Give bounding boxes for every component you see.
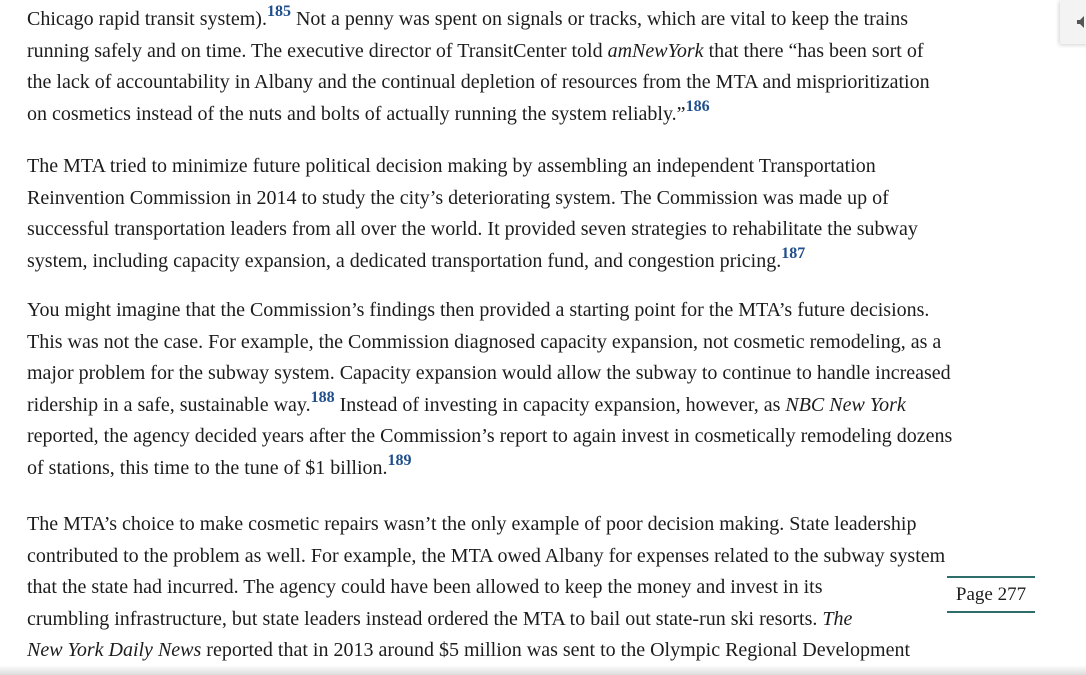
paragraph xyxy=(27,151,1027,277)
paragraph xyxy=(27,509,947,667)
text-line: the lack of accountability in Albany and the continual depletion of resources from the MTA and misprioritization xyxy=(27,71,930,93)
text-span: reported that in 2013 around $5 million was sent to the Olympic Regional Development xyxy=(201,639,911,661)
footnote-ref-185[interactable]: 185 xyxy=(266,3,291,20)
text-span: system, including capacity expansion, a dedicated transportation fund, and congestion pricing. xyxy=(27,249,782,272)
paragraph xyxy=(27,4,1027,130)
text-line xyxy=(27,246,1027,278)
page-bottom-shadow xyxy=(0,665,1086,675)
text-span: ridership in a safe, sustainable way. xyxy=(27,393,311,416)
publication-title: NBC New York xyxy=(785,393,906,416)
text-line: The MTA’s choice to make cosmetic repairs wasn’t the only example of poor decision making. State leadership xyxy=(27,513,917,535)
page-number-marker: Page 277 xyxy=(947,576,1035,613)
text-span: running safely and on time. The executive director of TransitCenter told xyxy=(27,39,608,62)
footnote-ref-189[interactable]: 189 xyxy=(387,451,412,469)
footnote-ref-188[interactable]: 188 xyxy=(310,388,335,406)
read-aloud-tab[interactable] xyxy=(1060,0,1086,44)
publication-title: New York Daily News xyxy=(27,639,202,661)
text-span: of stations, this time to the tune of $1 billion. xyxy=(27,456,388,479)
text-line xyxy=(27,390,1027,422)
publication-title: The xyxy=(822,607,853,630)
text-span: on cosmetics instead of the nuts and bolts of actually running the system reliably.” xyxy=(27,102,686,125)
text-line xyxy=(27,99,1027,131)
text-line: successful transportation leaders from all over the world. It provided seven strategies to rehabilitate the subway xyxy=(27,218,918,240)
text-line xyxy=(27,635,947,667)
text-line: This was not the case. For example, the Commission diagnosed capacity expansion, not cosmetic remodeling, as a xyxy=(27,330,942,353)
text-line: major problem for the subway system. Capacity expansion would allow the subway to continue to handle increased xyxy=(27,362,951,384)
text-line: reported, the agency decided years after the Commission’s report to again invest in cosmetically remodeling dozens xyxy=(27,425,953,447)
footnote-ref-187[interactable]: 187 xyxy=(781,244,806,262)
footnote-ref-186[interactable]: 186 xyxy=(685,97,710,115)
text-span: Chicago rapid transit system). xyxy=(27,8,267,30)
text-line xyxy=(27,4,1027,36)
text-line xyxy=(27,36,1027,68)
text-span: that there “has been sort of xyxy=(703,39,924,62)
text-span: Instead of investing in capacity expansion, however, as xyxy=(334,393,786,416)
paragraph xyxy=(27,295,1027,484)
text-line xyxy=(27,604,947,636)
text-line: that the state had incurred. The agency could have been allowed to keep the money and invest in its xyxy=(27,576,823,598)
publication-title: amNewYork xyxy=(607,39,704,62)
text-line: Reinvention Commission in 2014 to study the city’s deteriorating system. The Commission was made up of xyxy=(27,186,889,209)
text-line xyxy=(27,453,1027,485)
text-line: The MTA tried to minimize future political decision making by assembling an independent Transportation xyxy=(27,155,876,177)
text-line: You might imagine that the Commission’s findings then provided a starting point for the MTA’s future decisions. xyxy=(27,299,930,321)
text-span: Not a penny was spent on signals or tracks, which are vital to keep the trains xyxy=(290,8,909,30)
speaker-icon[interactable] xyxy=(1077,16,1086,28)
text-line: contributed to the problem as well. For example, the MTA owed Albany for expenses related to the subway system xyxy=(27,544,946,567)
text-span: crumbling infrastructure, but state leaders instead ordered the MTA to bail out state-run ski resorts. xyxy=(27,607,823,630)
